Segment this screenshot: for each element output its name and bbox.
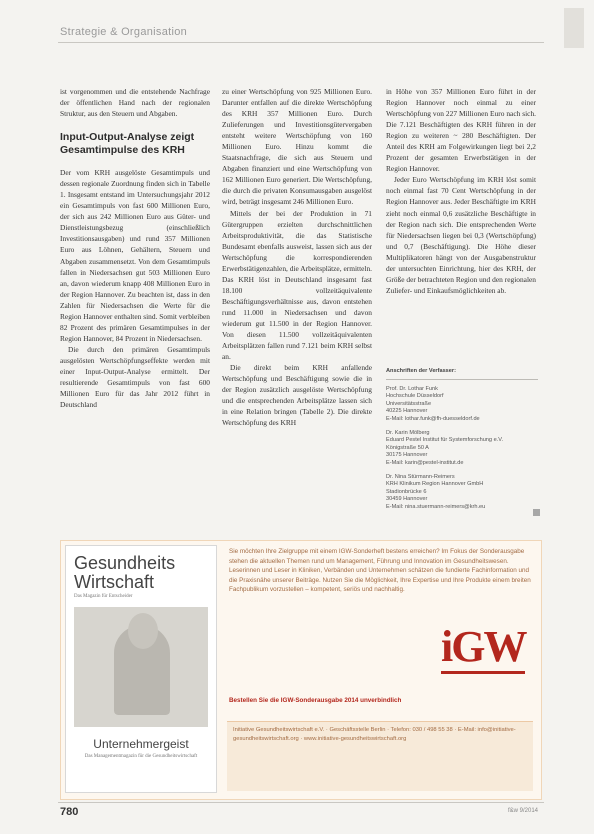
ad-order-link[interactable]: Bestellen Sie die IGW-Sonderausgabe 2014 unverbindlich — [229, 697, 402, 704]
author-line: Hochschule Düsseldorf — [386, 393, 444, 400]
section-header: Strategie & Organisation — [60, 26, 188, 38]
paragraph: ist vorgenommen und die entstehende Nachfrage der öffentlichen Hand nach der regionalen Struktur, aus den Steuern und Abgaben. — [60, 87, 210, 119]
author-line: Eduard Pestel Institut für Systemforschung e.V. — [386, 437, 504, 444]
author-line: Stadionbrücke 6 — [386, 488, 427, 495]
text-column-1 — [60, 86, 210, 410]
author-line: 30459 Hannover — [386, 496, 428, 503]
author-line: Dr. Karin Mölberg — [386, 429, 430, 436]
author-line: 30175 Hannover — [386, 452, 428, 459]
author-addresses — [386, 368, 538, 518]
igw-logo-text: iGW — [441, 622, 526, 671]
paragraph: Die direkt beim KRH anfallende Wertschöpfung und Beschäftigung sowie die in der Region zusätzlich ausgelöste Wertschöpfung und die entsprechenden Arbeitsplätze lassen sich in eine Relation bringen (Tabelle 2). Die direkte Wertschöpfung des KRH — [222, 363, 372, 428]
paragraph: Der vom KRH ausgelöste Gesamtimpuls und dessen regionale Zuordnung finden sich in Tabelle 1. Insgesamt entstand im Untersuchungsjahr 2012 ein Gesamtimpuls von fast 600 Millionen Euro, der sich aus 242 Millionen Euro aus Güter- und Dienstleistungsbezug (einschließlich Investitionsausgaben) und rund 357 Millionen Euro aus Löhnen, Gehältern, Steuern und Abgaben zusammensetzt. Von dem Gesamtimpuls fallen in Niedersachsen gut 503 Millionen Euro an, davon wiederum knapp 408 Millionen Euro in der Region Hannover. Zu beachten ist, dass in den Zahlen für Niedersachsen die Werte für die Region Hannover enthalten sind. Somit verbleiben 82 Prozent des primären Gesamtimpulses in der Region Hannover, 84 Prozent in Niedersachsen. — [60, 168, 210, 343]
author-line: 40225 Hannover — [386, 408, 428, 415]
author-heading: Anschriften der Verfasser: — [386, 368, 538, 380]
cover-headline: Unternehmergeist — [93, 737, 189, 751]
igw-logo — [441, 622, 531, 679]
cover-title-line-1: Gesundheits — [74, 553, 176, 573]
author-block-1 — [386, 386, 538, 424]
subheading: Input-Output-Analyse zeigt Gesamtimpulse des KRH — [60, 131, 195, 157]
magazine-cover[interactable] — [65, 545, 217, 793]
author-email[interactable]: E-Mail: nina.stuermann-reimers@krh.eu — [386, 503, 486, 510]
author-line: Universitätsstraße — [386, 400, 432, 407]
author-line: Prof. Dr. Lothar Funk — [386, 385, 438, 392]
author-email[interactable]: E-Mail: lothar.funk@fh-duesseldorf.de — [386, 415, 480, 422]
sculpture-head-shape — [128, 613, 158, 649]
cover-title-line-2: Wirtschaft — [74, 572, 155, 592]
paragraph: in Höhe von 357 Millionen Euro führt in der Region Hannover noch einmal zu einer Wertschöpfung von 227 Millionen Euro nach sich. Die 7.121 Beschäftigten des KRH führen in der Region zu weiteren ~ 280 Beschäftigten. Der Anteil des KRH am Folgewirkungen liegt bei 2,2 Prozent der gesamten Erwerbstätigen in der Region Hannover. — [386, 87, 536, 174]
author-line: KRH Klinikum Region Hannover GmbH — [386, 481, 484, 488]
ad-contact-box: Initiative Gesundheitswirtschaft e.V. · Geschäftsstelle Berlin · Telefon: 030 / 498 55 38 · E-Mail: info@initiative-gesundheitswirtschaft.org · www.initiative-gesundheitswirtschaft.org — [227, 721, 533, 791]
advertisement[interactable] — [60, 540, 542, 800]
cover-image — [74, 607, 208, 727]
ad-body-text: Sie möchten Ihre Zielgruppe mit einem IGW-Sonderheft bestens erreichen? Im Fokus der Sonderausgabe stehen die aktuellen Themen rund um Management, Führung und Innovation im Gesundheitswesen. Leserinnen und Leser in Kliniken, Verbänden und Unternehmen schätzen die fundierte Fachinformation und die Praxisnähe unserer Beiträge. Nutzen Sie die Möglichkeit, Ihre Expertise und Ihre Produkte einem breiten Fachpublikum vorzustellen – kompetent, seriös und nachhaltig. — [229, 548, 531, 594]
cover-title — [66, 546, 216, 592]
text-column-3 — [386, 86, 536, 296]
author-email[interactable]: E-Mail: karin@pestel-institut.de — [386, 459, 464, 466]
text-column-2 — [222, 86, 372, 428]
paragraph: Die durch den primären Gesamtimpuls ausgelösten Wertschöpfungseffekte werden mit einer Input-Output-Analyse ermittelt. Der resultierende Gesamtimpuls von fast 600 Millionen Euro für das Jahr 2012 führt in Deutschland — [60, 344, 210, 410]
author-line: Königstraße 50 A — [386, 444, 429, 451]
author-block-3 — [386, 474, 538, 512]
cover-subtitle: Das Magazin für Entscheider — [74, 594, 133, 599]
page-number: 780 — [60, 806, 79, 818]
scan-corner-mark — [564, 8, 584, 48]
paragraph: Jeder Euro Wertschöpfung im KRH löst somit noch einmal fast 70 Cent Wertschöpfung in der Region Hannover aus. Jeder Beschäftigte im KRH zieht noch einmal 0,6 zusätzliche Beschäftigte in der Region nach sich. Die entsprechenden Werte für Niedersachsen liegen bei 0,3 (Wertschöpfung) und 0,7 (Beschäftigung). Die Höhe dieser Multiplikatoren hängt von der Ausgabenstruktur der untersuchten Einrichtung, hier des KRH, der Größe der betrachteten Region und den regionalen Zuliefer- und Einkaufsmöglichkeiten ab. — [386, 175, 536, 295]
footer-divider — [58, 802, 544, 803]
header-divider — [58, 42, 544, 43]
author-block-2 — [386, 430, 538, 468]
issue-label: f&w 9/2014 — [507, 808, 538, 814]
paragraph: zu einer Wertschöpfung von 925 Millionen Euro. Darunter entfallen auf die direkte Wertschöpfung des KRH 357 Millionen Euro. Durch Zulieferungen und Investitionsgütervergaben entsteht weitere Wertschöpfung von 160 Millionen Euro. Hinzu kommt die Staatsnachfrage, die sich aus Steuern und Abgaben finanziert und eine Wertschöpfung von 162 Millionen Euro generiert. Die Wertschöpfung, die durch die privaten Konsumausgaben ausgelöst wird, beträgt insgesamt 246 Millionen Euro. — [222, 87, 372, 207]
author-line: Dr. Nina Stürmann-Reimers — [386, 473, 455, 480]
paragraph: Mittels der bei der Produktion in 71 Gütergruppen erzielten durchschnittlichen Arbeitsproduktivität, die das Statistische Bundesamt ebenfalls ausweist, lassen sich aus der Wertschöpfung die korrespondierenden Erwerbstätigenzahlen, die Arbeitsplätze, ermitteln. Das KRH löst in Deutschland insgesamt fast 18.100 vollzeitäquivalente Beschäftigungsverhältnisse aus, davon entstehen rund 11.000 in Niedersachsen und davon wiederum gut 11.500 in der Region Hannover. Von diesen 11.500 vollzeitäquivalenten Arbeitsplätzen fallen rund 7.121 beim KRH selbst an. — [222, 208, 372, 362]
article-end-mark — [533, 509, 540, 516]
cover-headline-sub: Das Managementmagazin für die Gesundheitswirtschaft — [84, 754, 198, 759]
igw-logo-underline — [441, 671, 525, 674]
